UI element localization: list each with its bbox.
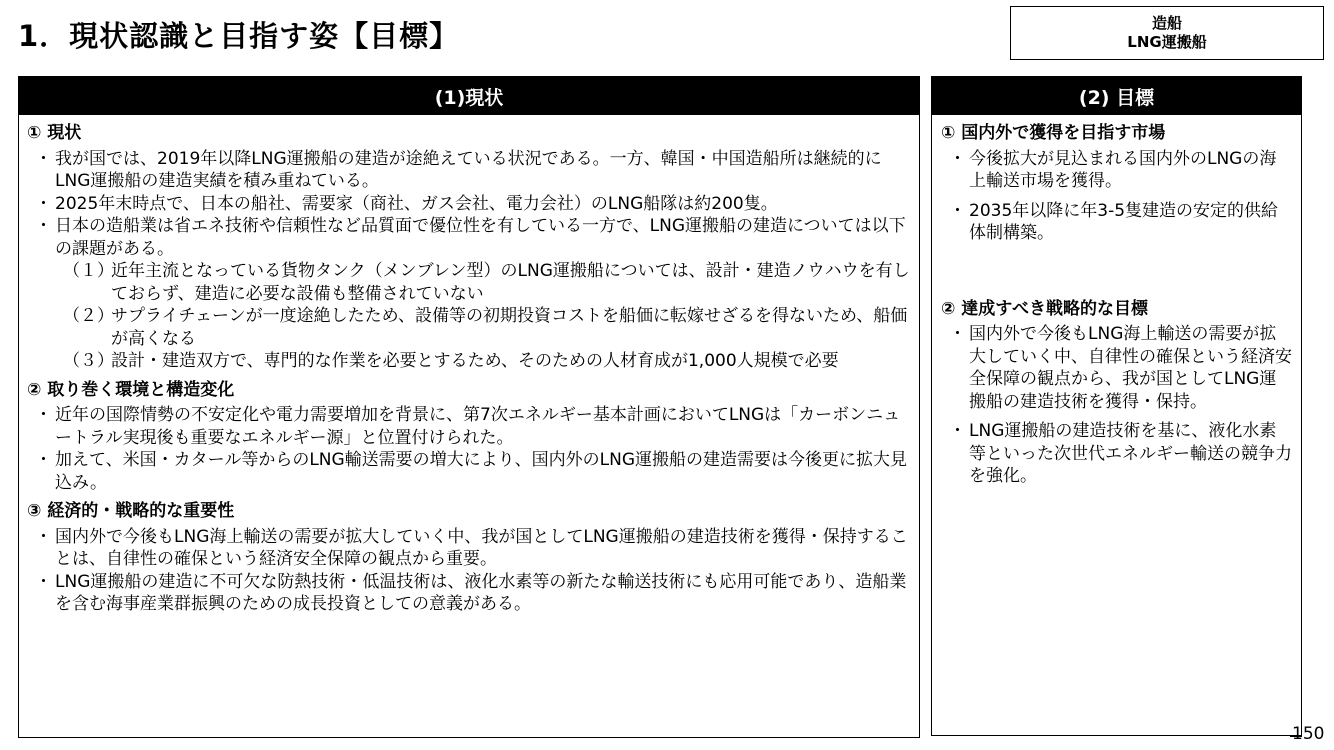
category-tag-line1: 造船	[1151, 14, 1182, 32]
bullet-item: ・ 今後拡大が見込まれる国内外のLNGの海上輸送市場を獲得。	[941, 148, 1293, 193]
sub-item-text: 近年主流となっている貨物タンク（メンブレン型）のLNG運搬船については、設計・建造ノウハウを有しておらず、建造に必要な設備も整備されていない	[111, 261, 910, 304]
section-environment-change	[27, 379, 911, 495]
section-heading: ② 取り巻く環境と構造変化	[27, 379, 235, 400]
section-current-status	[27, 122, 911, 373]
goals-panel	[931, 76, 1302, 736]
section-heading: ③ 経済的・戦略的な重要性	[27, 501, 235, 521]
bullet-item: ・ 加えて、米国・カタール等からのLNG輸送需要の増大により、国内外のLNG運搬船の建造需要は今後更に拡大見込み。	[27, 449, 911, 494]
bullet-item: ・ 2025年末時点で、日本の船社、需要家（商社、ガス会社、電力会社）のLNG船隊は約200隻。	[27, 193, 911, 216]
sub-item	[27, 260, 911, 305]
current-status-header: (1)現状	[19, 77, 919, 115]
page-title: 1．現状認識と目指す姿【目標】	[18, 19, 460, 53]
current-status-body	[19, 115, 919, 616]
section-heading: ② 達成すべき戦略的な目標	[941, 298, 1148, 319]
category-tag	[1010, 6, 1324, 60]
sub-item	[27, 350, 911, 373]
bullet-item: ・ LNG運搬船の建造に不可欠な防熱技術・低温技術は、液化水素等の新たな輸送技術にも応用可能であり、造船業を含む海事産業群振興のための成長投資としての意義がある。	[27, 571, 911, 616]
sub-item-text: サプライチェーンが一度途絶したため、設備等の初期投資コストを船価に転嫁せざるを得ないため、船価が高くなる	[111, 306, 908, 349]
section-heading: ① 現状	[27, 123, 82, 143]
page-number: 150	[1292, 724, 1325, 744]
section-strategic-goals	[941, 298, 1293, 488]
sub-item	[27, 305, 911, 350]
sub-item-number: （１）	[63, 261, 114, 281]
bullet-item: ・ 我が国では、2019年以降LNG運搬船の建造が途絶えている状況である。一方、韓国・中国造船所は継続的にLNG運搬船の建造実績を積み重ねている。	[27, 148, 911, 193]
bullet-item: ・ 日本の造船業は省エネ技術や信頼性など品質面で優位性を有している一方で、LNG運搬船の建造については以下の課題がある。	[27, 215, 911, 260]
bullet-item: ・ 近年の国際情勢の不安定化や電力需要増加を背景に、第7次エネルギー基本計画においてLNGは「カーボンニュートラル実現後も重要なエネルギー源」と位置付けられた。	[27, 404, 911, 449]
section-spacer	[941, 252, 1293, 298]
section-target-market	[941, 122, 1293, 245]
sub-item-number: （３）	[63, 351, 114, 371]
goals-body	[932, 115, 1301, 488]
section-heading: ① 国内外で獲得を目指す市場	[941, 123, 1166, 143]
bullet-item: ・ 国内外で今後もLNG海上輸送の需要が拡大していく中、自律性の確保という経済安全保障の観点から、我が国としてLNG運搬船の建造技術を獲得・保持。	[941, 323, 1293, 413]
section-strategic-importance	[27, 500, 911, 616]
bullet-item: ・ 2035年以降に年3-5隻建造の安定的供給体制構築。	[941, 200, 1293, 245]
goals-header: (2) 目標	[932, 77, 1301, 115]
category-tag-line2: LNG運搬船	[1127, 33, 1207, 51]
current-status-panel	[18, 76, 920, 738]
sub-item-number: （２）	[63, 306, 114, 326]
bullet-item: ・ 国内外で今後もLNG海上輸送の需要が拡大していく中、我が国としてLNG運搬船の建造技術を獲得・保持することは、自律性の確保という経済安全保障の観点から重要。	[27, 526, 911, 571]
sub-item-text: 設計・建造双方で、専門的な作業を必要とするため、そのための人材育成が1,000人規模で必要	[111, 351, 839, 371]
bullet-item: ・ LNG運搬船の建造技術を基に、液化水素等といった次世代エネルギー輸送の競争力を強化。	[941, 420, 1293, 488]
